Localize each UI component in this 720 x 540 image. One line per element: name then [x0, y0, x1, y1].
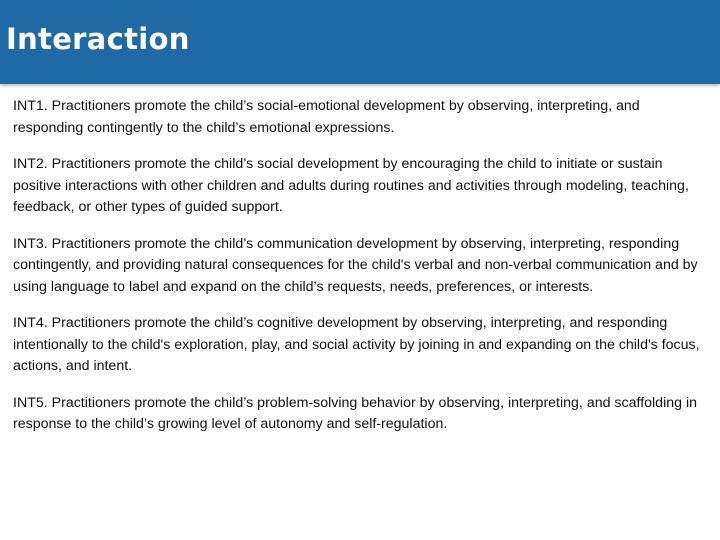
practice-item-int3: INT3. Practitioners promote the child’s communication development by observing, interpreting, responding contingently, and providing natural consequences for the child's verbal and non-verbal communication and by using language to label and expand on the child’s requests, needs, preferences, or interests.	[13, 235, 698, 295]
practice-item-int5: INT5. Practitioners promote the child’s problem-solving behavior by observing, interpreting, and scaffolding in response to the child’s growing level of autonomy and self-regulation.	[13, 394, 697, 432]
title-bar	[0, 0, 720, 84]
practice-item-int1: INT1. Practitioners promote the child’s social-emotional development by observing, interpreting, and responding contingently to the child’s emotional expressions.	[13, 98, 640, 136]
practice-item-int4: INT4. Practitioners promote the child’s cognitive development by observing, interpreting, and responding intentionally to the child's exploration, play, and social activity by joining in and expanding on the child's focus, actions, and intent.	[13, 315, 700, 374]
practice-list	[13, 96, 713, 451]
practice-item-int2: INT2. Practitioners promote the child’s social development by encouraging the child to initiate or sustain positive interactions with other children and adults during routines and activities through modeling, teaching, feedback, or other types of guided support.	[13, 156, 689, 215]
slide-title: Interaction	[6, 22, 190, 56]
